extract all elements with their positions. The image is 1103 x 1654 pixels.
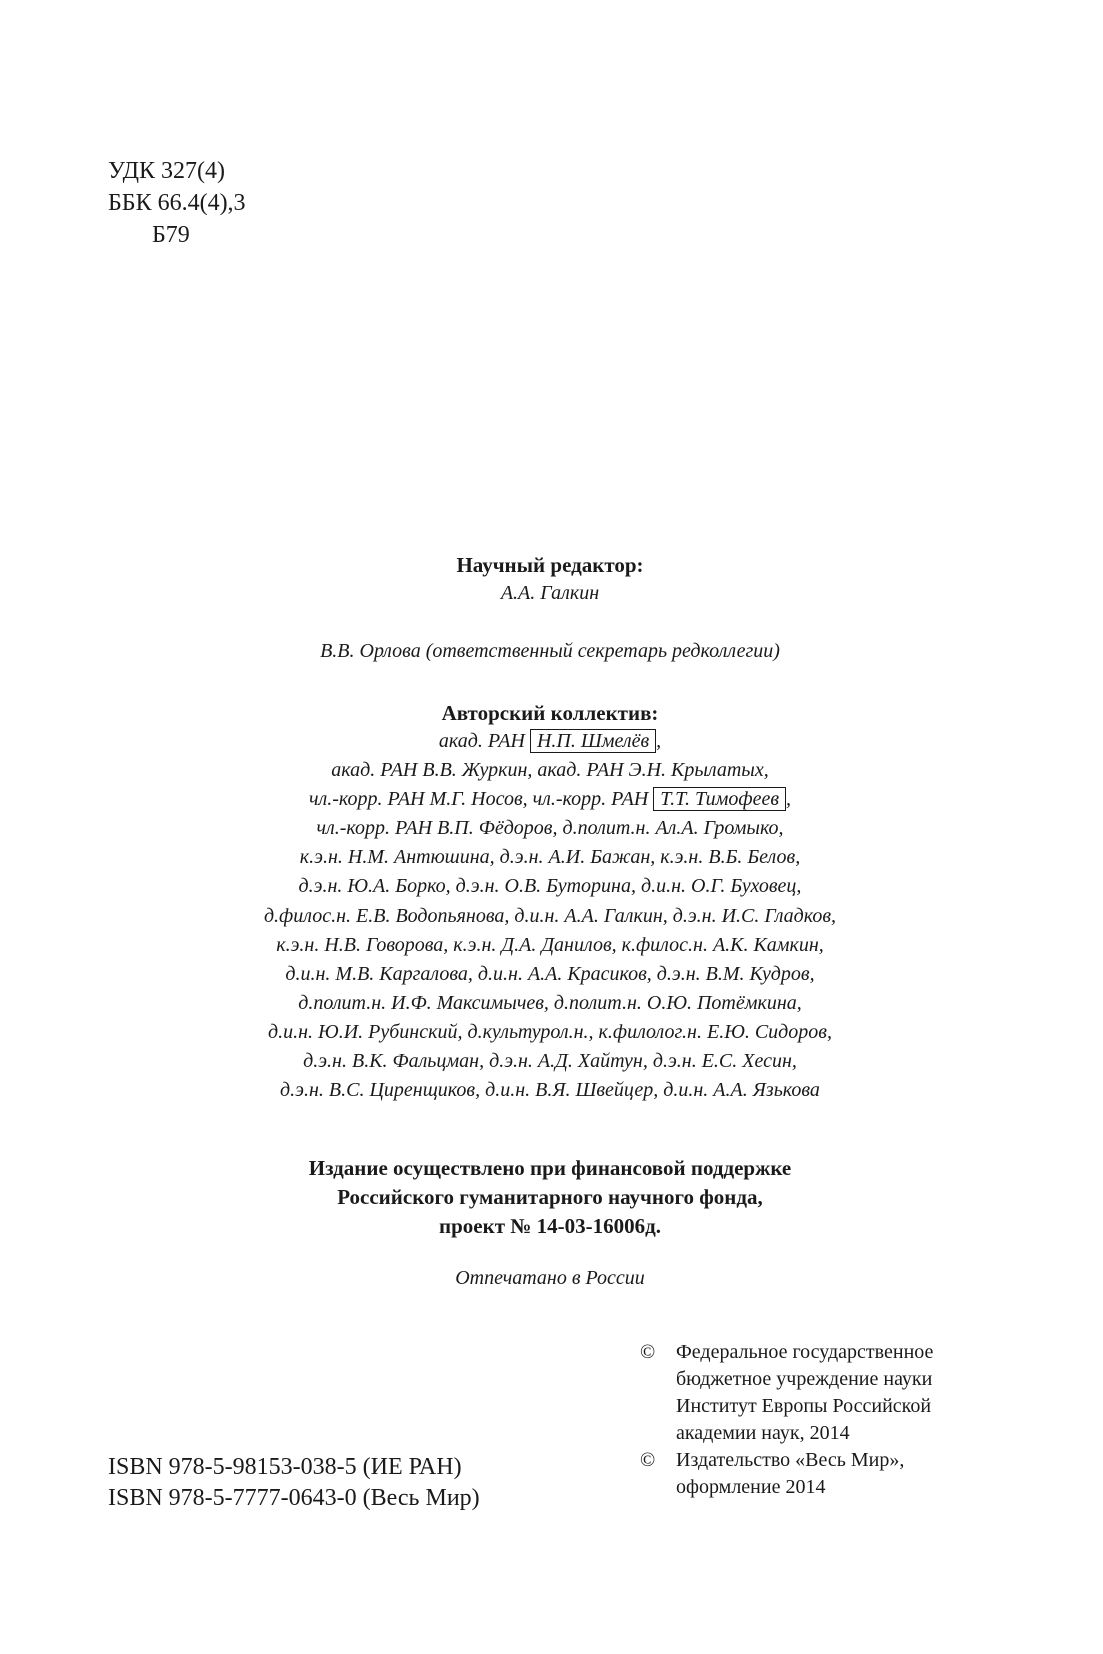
deceased-author-frame-shmelev: Н.П. Шмелёв — [530, 729, 656, 753]
authors-line-13: д.э.н. В.С. Циренщиков, д.и.н. В.Я. Швейцер, д.и.н. А.А. Язькова — [280, 1079, 820, 1102]
deceased-author-frame-timofeev: Т.Т. Тимофеев — [653, 787, 786, 811]
copyright-block — [640, 1339, 1020, 1501]
funding-line-3: проект № 14-03-16006д. — [439, 1214, 661, 1238]
bbk-code: ББК 66.4(4),3 — [108, 190, 246, 216]
classification-codes — [108, 155, 246, 251]
authors-line-8: к.э.н. Н.В. Говорова, к.э.н. Д.А. Данилов, к.филос.н. А.К. Камкин, — [276, 933, 824, 956]
authors-line-1 — [200, 727, 900, 756]
copyright-icon: © — [640, 1341, 656, 1363]
secretary-block — [200, 637, 900, 665]
isbn-second: ISBN 978-5-7777-0643-0 (Весь Мир) — [108, 1485, 480, 1511]
copyright-publisher-line-2: оформление 2014 — [676, 1476, 826, 1498]
authors-line-3 — [200, 785, 900, 814]
copyright-icon: © — [640, 1449, 656, 1471]
editor-block — [200, 551, 900, 607]
authors-line-11: д.и.н. Ю.И. Рубинский, д.культурол.н., к.филолог.н. Е.Ю. Сидоров, — [268, 1020, 832, 1043]
authors-line-4: чл.-корр. РАН В.П. Фёдоров, д.полит.н. Ал.А. Громыко, — [316, 817, 784, 840]
printed-block — [200, 1264, 900, 1292]
secretary-line: В.В. Орлова (ответственный секретарь редколлегии) — [320, 640, 780, 662]
authors-line-12: д.э.н. В.К. Фальцман, д.э.н. А.Д. Хайтун, д.э.н. Е.С. Хесин, — [303, 1050, 797, 1073]
editor-heading: Научный редактор: — [456, 553, 644, 577]
isbn-first: ISBN 978-5-98153-038-5 (ИЕ РАН) — [108, 1454, 462, 1480]
authors-line-7: д.филос.н. Е.В. Водопьянова, д.и.н. А.А. Галкин, д.э.н. И.С. Гладков, — [263, 904, 837, 927]
copyright-institute-text — [676, 1339, 933, 1447]
funding-block — [200, 1154, 900, 1241]
author-mark: Б79 — [152, 222, 190, 248]
copyright-item-publisher — [640, 1447, 1020, 1501]
copyright-institute-line-4: академии наук, 2014 — [676, 1422, 850, 1444]
printed-in-line: Отпечатано в России — [455, 1267, 645, 1289]
copyright-publisher-line-1: Издательство «Весь Мир», — [676, 1449, 905, 1471]
authors-line-9: д.и.н. М.В. Каргалова, д.и.н. А.А. Красиков, д.э.н. В.М. Кудров, — [285, 962, 815, 985]
copyright-institute-line-3: Институт Европы Российской — [676, 1395, 932, 1417]
authors-line-6: д.э.н. Ю.А. Борко, д.э.н. О.В. Буторина, д.и.н. О.Г. Буховец, — [298, 875, 802, 898]
authors-line-1-prefix: акад. РАН — [438, 730, 530, 752]
authors-line-3-suffix: , — [786, 788, 792, 811]
authors-line-1-suffix: , — [656, 730, 662, 752]
isbn-block — [108, 1452, 480, 1514]
authors-line-3-prefix: чл.-корр. РАН М.Г. Носов, чл.-корр. РАН — [308, 788, 654, 811]
authors-line-10: д.полит.н. И.Ф. Максимычев, д.полит.н. О.Ю. Потёмкина, — [298, 991, 802, 1014]
udk-code: УДК 327(4) — [108, 158, 225, 184]
authors-line-5: к.э.н. Н.М. Антюшина, д.э.н. А.И. Бажан, к.э.н. В.Б. Белов, — [299, 846, 801, 869]
copyright-item-institute — [640, 1339, 1020, 1447]
copyright-institute-line-1: Федеральное государственное — [676, 1341, 934, 1363]
authors-line-2: акад. РАН В.В. Журкин, акад. РАН Э.Н. Крылатых, — [331, 759, 769, 782]
copyright-publisher-text — [676, 1447, 904, 1501]
editor-name: А.А. Галкин — [500, 582, 600, 604]
authors-heading: Авторский коллектив: — [441, 701, 659, 725]
copyright-institute-line-2: бюджетное учреждение науки — [676, 1368, 933, 1390]
funding-line-1: Издание осуществлено при финансовой поддержке — [308, 1156, 792, 1180]
funding-line-2: Российского гуманитарного научного фонда, — [337, 1185, 763, 1209]
authors-block — [200, 699, 900, 1105]
